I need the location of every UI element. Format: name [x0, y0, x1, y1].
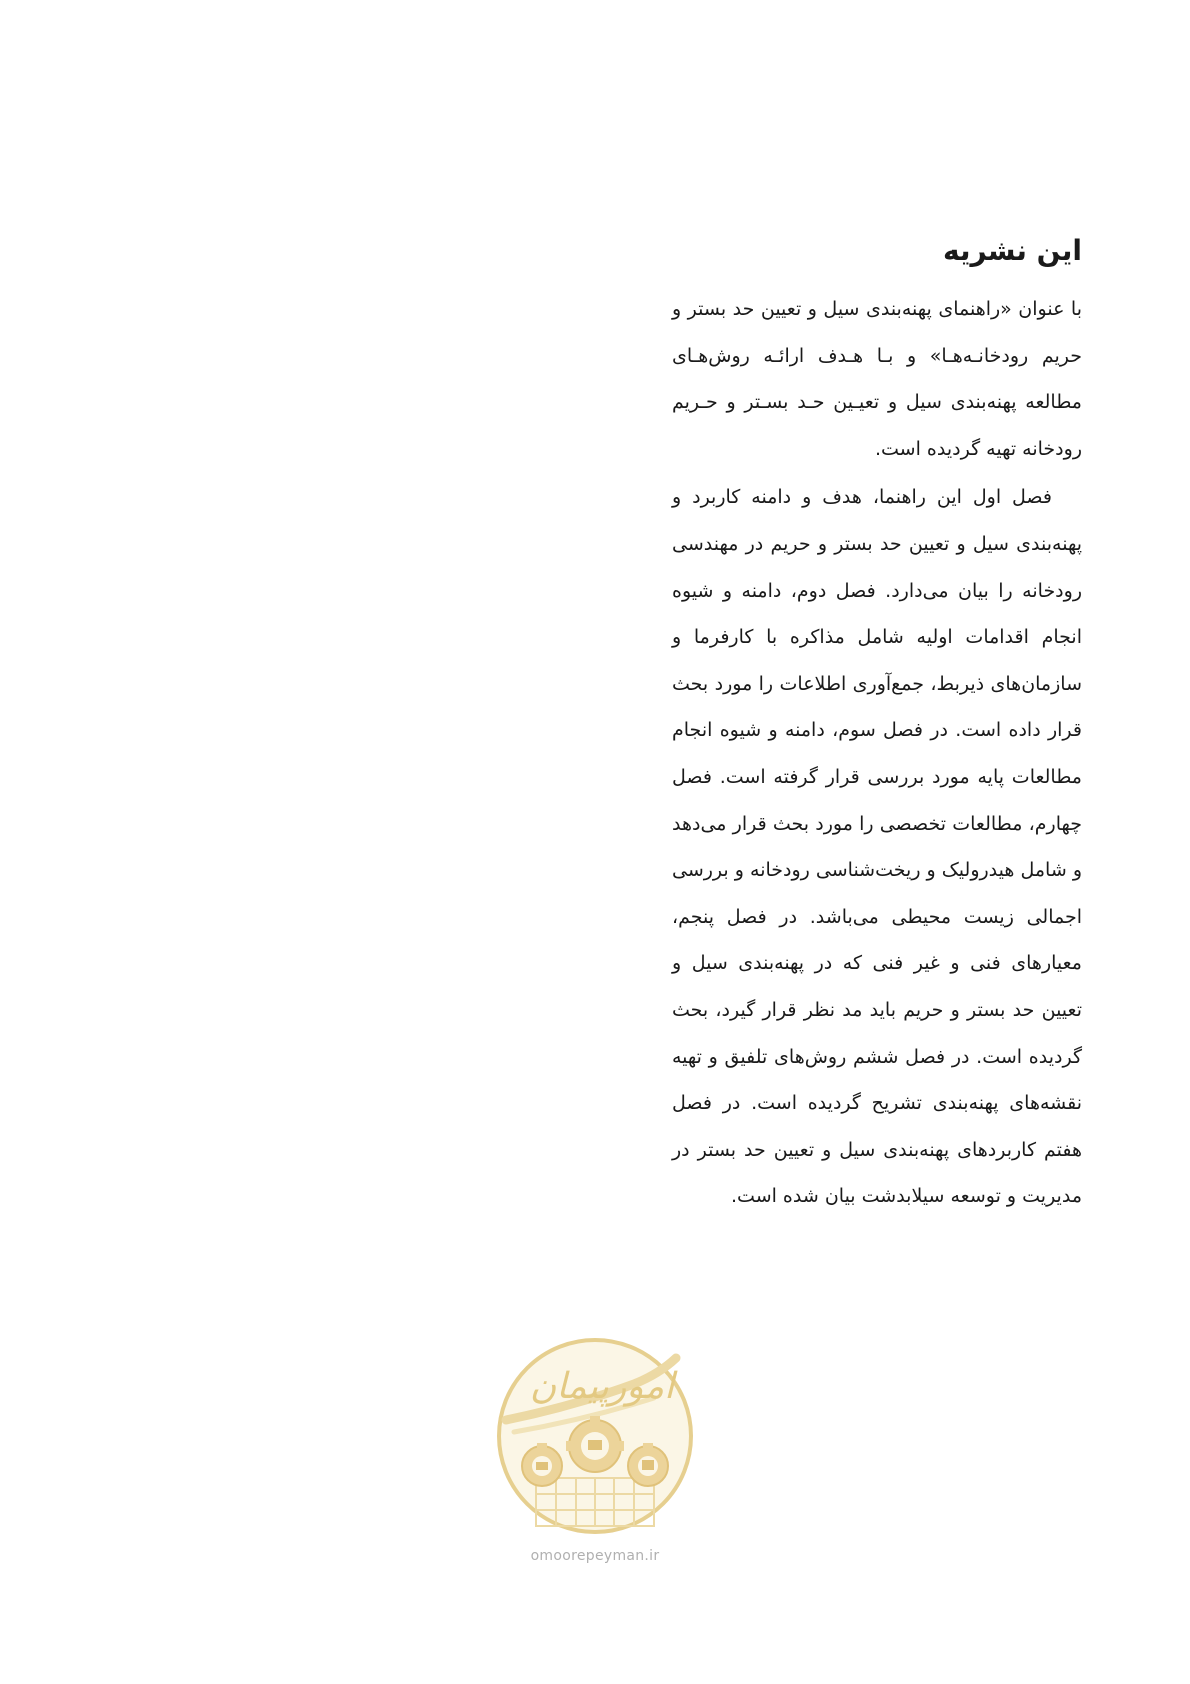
- section-heading: این نشریه: [943, 234, 1082, 267]
- omoorepeyman-watermark: [484, 1328, 706, 1568]
- omoorepeyman-logo: [484, 1328, 706, 1544]
- watermark-url: omoorepeyman.ir: [530, 1548, 660, 1564]
- intro-paragraph: با عنوان «راهنمای پهنه‌بندی سیل و تعیین حد بستر و حریم رودخانـه‌هـا» و بـا هـدف ارائـه روش‌هـای مطالعه پهنه‌بندی سیل و تعیـین حـد بسـتر و حـریم رودخانه تهیه گردیده است.: [672, 298, 1082, 460]
- chapters-paragraph: فصل اول این راهنما، هدف و دامنه کاربرد و پهنه‌بندی سیل و تعیین حد بستر و حریم در مهندسی رودخانه را بیان می‌دارد. فصل دوم، دامنه و شیوه انجام اقدامات اولیه شامل مذاکره با کارفرما و سازمان‌های ذیربط، جمع‌آوری اطلاعات را مورد بحث قرار داده است. در فصل سوم، دامنه و شیوه انجام مطالعات پایه مورد بررسی قرار گرفته است. فصل چهارم، مطالعات تخصصی را مورد بحث قرار می‌دهد و شامل هیدرولیک و ریخت‌شناسی رودخانه و بررسی اجمالی زیست محیطی می‌باشد. در فصل پنجم، معیارهای فنی و غیر فنی که در پهنه‌بندی سیل و تعیین حد بستر و حریم باید مد نظر قرار گیرد، بحث گردیده است. در فصل ششم روش‌های تلفیق و تهیه نقشه‌های پهنه‌بندی تشریح گردیده است. در فصل هفتم کاربردهای پهنه‌بندی سیل و تعیین حد بستر در مدیریت و توسعه سیلابدشت بیان شده است.: [672, 486, 1082, 1208]
- publication-intro: [672, 228, 1082, 1220]
- svg-text:امورپیمان: امورپیمان: [529, 1366, 675, 1407]
